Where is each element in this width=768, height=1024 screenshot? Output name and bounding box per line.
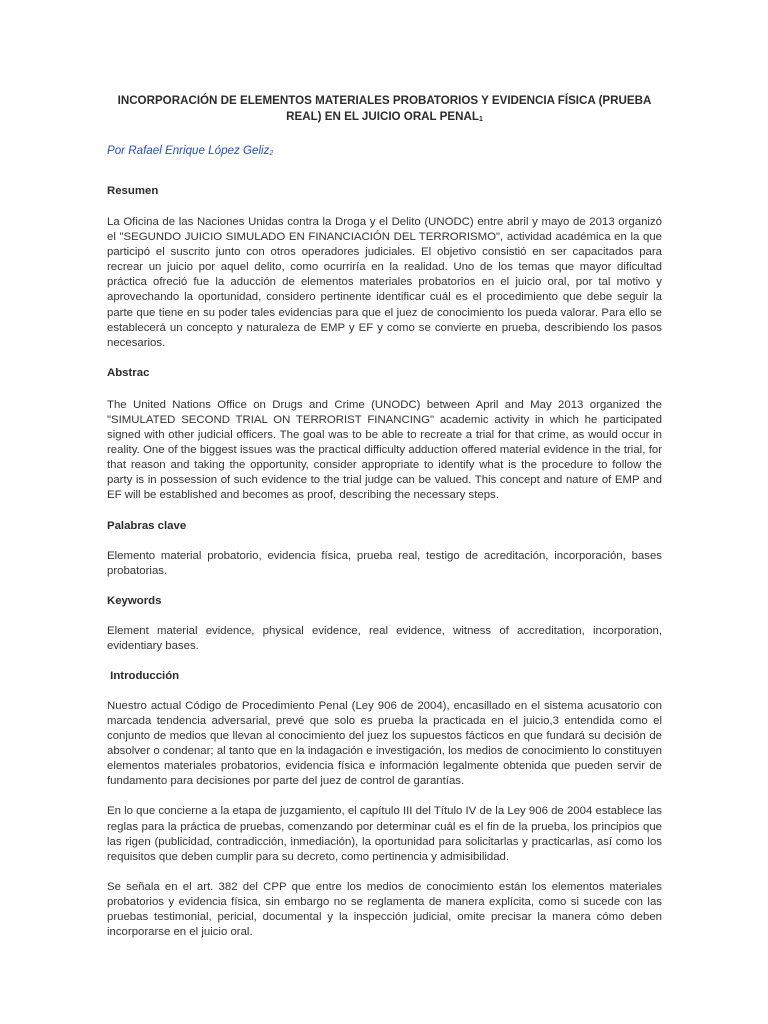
- heading-abstrac: Abstrac: [107, 366, 150, 379]
- document-title: [107, 93, 662, 127]
- author-line: [107, 143, 662, 161]
- heading-keywords: Keywords: [107, 594, 162, 607]
- document-page: [107, 0, 662, 940]
- heading-palabras-clave: Palabras clave: [107, 519, 187, 532]
- paragraph-palabras-clave: Elemento material probatorio, evidencia física, prueba real, testigo de acreditación, incorporación, bases probatorias.: [107, 549, 662, 577]
- paragraph-keywords: Element material evidence, physical evidence, real evidence, witness of accreditation, incorporation, evidentiary bases.: [107, 624, 662, 652]
- heading-resumen: Resumen: [107, 185, 159, 197]
- author-footnote-marker[interactable]: 2: [269, 150, 274, 157]
- author-name: Por Rafael Enrique López Geliz: [107, 144, 270, 157]
- paragraph-introduccion-2: En lo que concierne a la etapa de juzgamiento, el capítulo III del Título IV de la Ley 906 de 2004 establece las reglas para la práctica de pruebas, comenzando por determinar cuál es el fin de la prueba, los principios que las rigen (publicidad, contradicción, inmediación), la oportunidad para solicitarlas y practicarlas, así como los requisitos que deben cumplir para su decreto, como pertinencia y admisibilidad.: [107, 805, 662, 863]
- paragraph-introduccion-3: Se señala en el art. 382 del CPP que entre los medios de conocimiento están los elementos materiales probatorios y evidencia física, sin embargo no se reglamenta de manera explícita, como si sucede con las pruebas testimonial, pericial, documental y la inspección judicial, omite precisar la manera cómo deben incorporarse en el juicio oral.: [107, 880, 662, 939]
- paragraph-abstrac: The United Nations Office on Drugs and Crime (UNODC) between April and May 2013 organized the "SIMULATED SECOND TRIAL ON TERRORIST FINANCING" academic activity in which he participated signed with other judicial officers. The goal was to be able to recreate a trial for that crime, as would occur in reality. One of the biggest issues was the practical difficulty adduction offered material evidence in the trial, for that reason and taking the opportunity, consider appropriate to identify what is the procedure to follow the party is in possession of such evidence to the trial judge can be valued. This concept and nature of EMP and EF will be established and becomes as proof, describing the necessary steps.: [107, 398, 662, 502]
- title-footnote-marker[interactable]: 1: [478, 116, 483, 123]
- heading-introduccion: Introducción: [107, 669, 180, 682]
- paragraph-introduccion-1: Nuestro actual Código de Procedimiento Penal (Ley 906 de 2004), encasillado en el sistema acusatorio con marcada tendencia adversarial, prevé que solo es prueba la practicada en el juicio,3 entendida como el conjunto de medios que llevan al conocimiento del juez los supuestos fácticos en que fundará su decisión de absolver o condenar; al tanto que en la indagación e investigación, los medios de conocimiento lo constituyen elementos materiales probatorios, evidencia física e información legalmente obtenida que pueden servir de fundamento para decisiones por parte del juez de control de garantías.: [107, 699, 662, 788]
- document-title-text: INCORPORACIÓN DE ELEMENTOS MATERIALES PROBATORIOS Y EVIDENCIA FÍSICA (PRUEBA REAL) EN EL JUICIO ORAL PENAL: [117, 94, 652, 123]
- paragraph-resumen: La Oficina de las Naciones Unidas contra la Droga y el Delito (UNODC) entre abril y mayo de 2013 organizó el "SEGUNDO JUICIO SIMULADO EN FINANCIACIÓN DEL TERRORISMO", actividad académica en la que participó el suscrito junto con otros operadores judiciales. El objetivo consistió en ser capacitados para recrear un juicio por aquel delito, como ocurriría en la realidad. Uno de los temas que mayor dificultad práctica ofreció fue la aducción de elementos materiales probatorios en el juicio oral, por tal motivo y aprovechando la oportunidad, considero pertinente identificar cuál es el procedimiento que debe seguir la parte que tiene en su poder tales evidencias para que el juez de conocimiento los pueda valorar. Para ello se establecerá un concepto y naturaleza de EMP y EF y como se convierte en prueba, describiendo los pasos necesarios.: [107, 216, 662, 349]
